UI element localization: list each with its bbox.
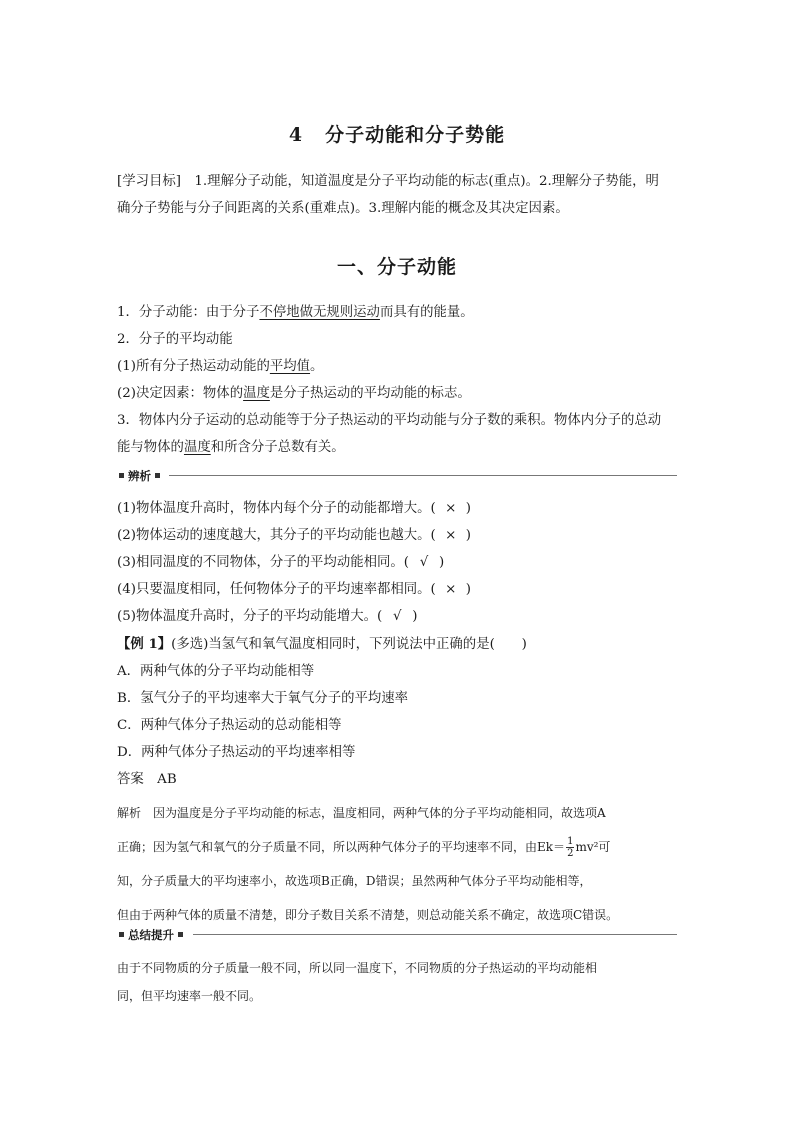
summary-header [117,927,677,941]
chapter-number: 4 [288,124,304,146]
point-2-2: (2)决定因素：物体的温度是分子热运动的平均动能的标志。 [117,386,471,401]
point-2-1: (1)所有分子热运动动能的平均值。 [117,359,324,374]
example-stem: 【例 1】(多选)当氢气和氧气温度相同时，下列说法中正确的是( ) [117,636,527,652]
example-label: 【例 1】 [117,636,172,652]
learning-objectives [117,168,682,222]
judgement-mark: × [445,582,457,597]
section-divider [193,934,677,935]
analysis-item: (5)物体温度升高时，分子的平均动能增大。( √ ) [117,603,682,630]
option-a: A．两种气体的分子平均动能相等 [117,664,315,679]
analysis-label: 辨析 [128,469,151,483]
analysis-item: (2)物体运动的速度越大，其分子的平均动能也越大。( × ) [117,522,682,549]
explanation-line-2: 正确；因为氢气和氧气的分子质量不同，所以两种气体分子的平均速率不同，由Ek＝ $\frac{1}{2}$ mv²可 [117,836,611,859]
square-bullet-icon [178,932,183,937]
analysis-item: (3)相同温度的不同物体，分子的平均动能相同。( √ ) [117,549,682,576]
kinetic-energy-formula: Ek＝ $\frac{1}{2}$ mv² [537,836,599,859]
option-b: B．氢气分子的平均速率大于氧气分子的平均速率 [117,691,409,706]
page-title [0,120,794,147]
example-1 [117,631,682,793]
square-bullet-icon [119,932,124,937]
summary-label: 总结提升 [128,928,174,942]
summary-line-1: 由于不同物质的分子质量一般不同，所以同一温度下，不同物质的分子热运动的平均动能相 [117,961,598,975]
explanation-line-1: 解析 因为温度是分子平均动能的标志，温度相同，两种气体的分子平均动能相同，故选项A [117,806,606,820]
analysis-item: (4)只要温度相同，任何物体分子的平均速率都相同。( × ) [117,576,682,603]
objectives-line-1: 1.理解分子动能，知道温度是分子平均动能的标志(重点)。2.理解分子势能，明 [194,174,659,189]
option-c: C．两种气体分子热运动的总动能相等 [117,718,342,733]
section-title: 一、分子动能 [336,256,457,278]
answer-label: 答案 [117,772,144,787]
point-1: 1．分子动能：由于分子不停地做无规则运动而具有的能量。 [117,305,474,320]
point-3-line-1: 3．物体内分子运动的总动能等于分子热运动的平均动能与分子数的乘积。物体内分子的总动 [117,413,662,428]
knowledge-points [117,299,682,461]
explanation [117,796,682,932]
explanation-line-4: 但由于两种气体的质量不清楚，即分子数目关系不清楚，则总动能关系不确定，故选项C错误。 [117,908,619,922]
square-bullet-icon [155,473,160,478]
option-d: D．两种气体分子热运动的平均速率相等 [117,745,356,760]
judgement-mark: √ [392,609,402,624]
objectives-label: [学习目标] [117,174,182,189]
square-bullet-icon [119,473,124,478]
point-3-line-2: 能与物体的温度和所含分子总数有关。 [117,440,345,455]
judgement-mark: × [445,501,457,516]
point-2: 2．分子的平均动能 [117,332,233,347]
analysis-item: (1)物体温度升高时，物体内每个分子的动能都增大。( × ) [117,495,682,522]
chapter-title: 分子动能和分子势能 [325,124,506,146]
objectives-line-2: 确分子势能与分子间距离的关系(重难点)。3.理解内能的概念及其决定因素。 [117,201,569,216]
analysis-list [117,495,682,630]
judgement-mark: × [445,528,457,543]
answer-value: AB [157,772,177,787]
summary-text [117,954,682,1010]
answer [117,766,682,793]
explanation-line-3: 知，分子质量大的平均速率小，故选项B正确，D错误；虽然两种气体分子平均动能相等， [117,874,592,888]
judgement-mark: √ [419,555,429,570]
section-divider [169,475,677,476]
explanation-label: 解析 [117,806,142,820]
analysis-header [117,468,677,482]
summary-line-2: 同，但平均速率一般不同。 [117,989,262,1003]
